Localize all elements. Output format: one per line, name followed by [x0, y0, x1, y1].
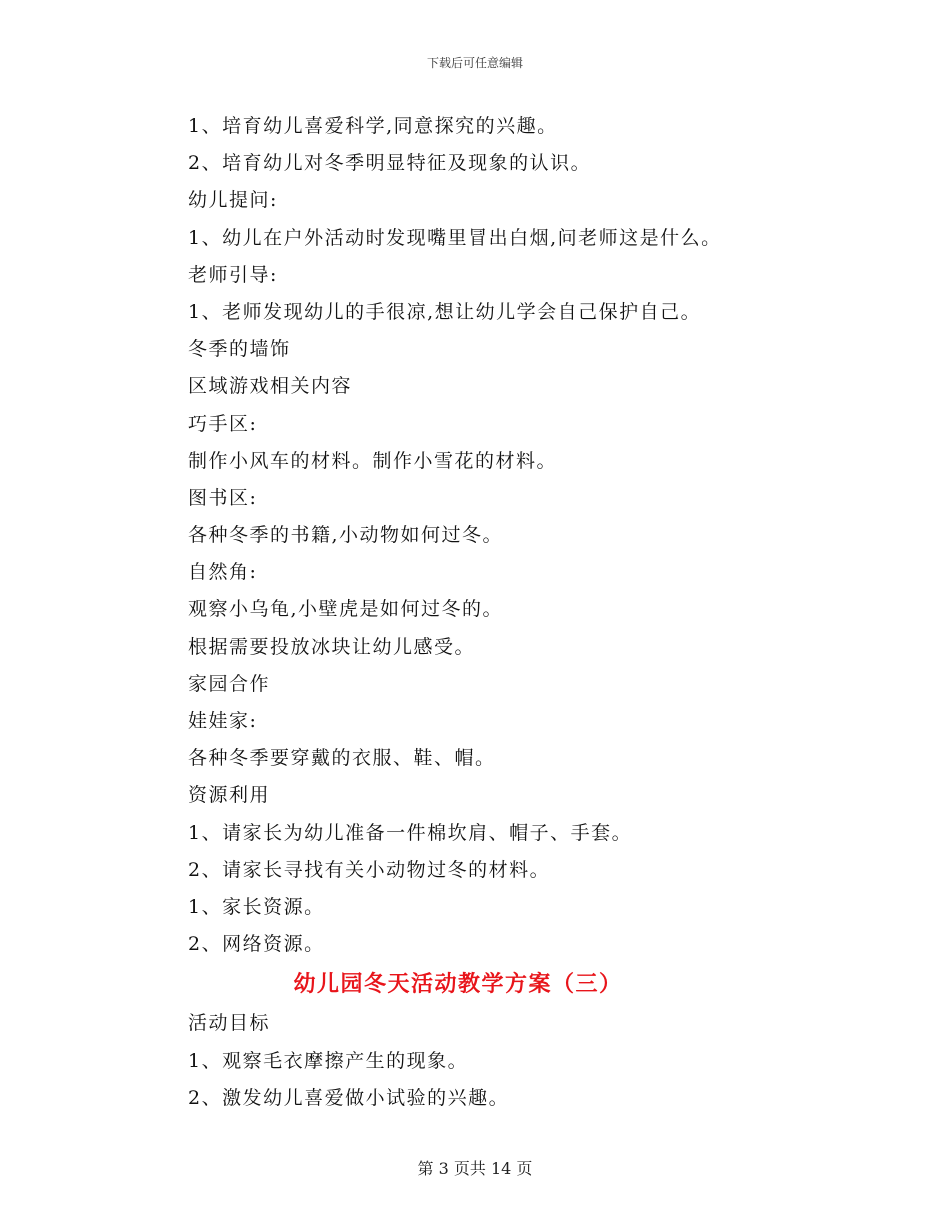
text-line: 2、培育幼儿对冬季明显特征及现象的认识。 [188, 152, 592, 175]
text-line: 活动目标 [188, 1012, 271, 1035]
text-line: 制作小风车的材料。制作小雪花的材料。 [188, 449, 558, 472]
document-body [188, 108, 788, 1117]
text-line: 1、请家长为幼儿准备一件棉坎肩、帽子、手套。 [188, 821, 633, 844]
text-line: 1、家长资源。 [188, 895, 325, 918]
text-line: 1、培育幼儿喜爱科学,同意探究的兴趣。 [188, 115, 558, 137]
text-line: 图书区: [188, 486, 258, 509]
text-line: 幼儿提问: [188, 189, 278, 212]
text-line: 1、观察毛衣摩擦产生的现象。 [188, 1049, 469, 1072]
text-line: 1、幼儿在户外活动时发现嘴里冒出白烟,问老师这是什么。 [188, 226, 722, 249]
text-line: 各种冬季的书籍,小动物如何过冬。 [188, 524, 504, 547]
text-line: 家园合作 [188, 672, 271, 695]
text-line: 资源利用 [188, 784, 271, 807]
text-line: 老师引导: [188, 263, 278, 286]
text-line: 根据需要投放冰块让幼儿感受。 [188, 635, 476, 658]
page-footer: 第 3 页共 14 页 [417, 1159, 533, 1178]
text-line: 娃娃家: [188, 710, 258, 732]
text-line: 2、网络资源。 [188, 933, 325, 956]
text-line: 1、老师发现幼儿的手很凉,想让幼儿学会自己保护自己。 [188, 300, 702, 323]
text-line: 自然角: [188, 561, 258, 584]
text-line: 2、请家长寻找有关小动物过冬的材料。 [188, 858, 551, 881]
text-line: 巧手区: [188, 412, 258, 435]
text-line: 各种冬季要穿戴的衣服、鞋、帽。 [188, 747, 496, 770]
section-title: 幼儿园冬天活动教学方案（三） [293, 971, 623, 998]
text-line: 2、激发幼儿喜爱做小试验的兴趣。 [188, 1086, 510, 1109]
text-line: 观察小乌龟,小壁虎是如何过冬的。 [188, 598, 504, 621]
page-header: 下载后可任意编辑 [426, 56, 523, 70]
text-line: 冬季的墙饰 [188, 338, 291, 361]
text-line: 区域游戏相关内容 [188, 375, 353, 398]
